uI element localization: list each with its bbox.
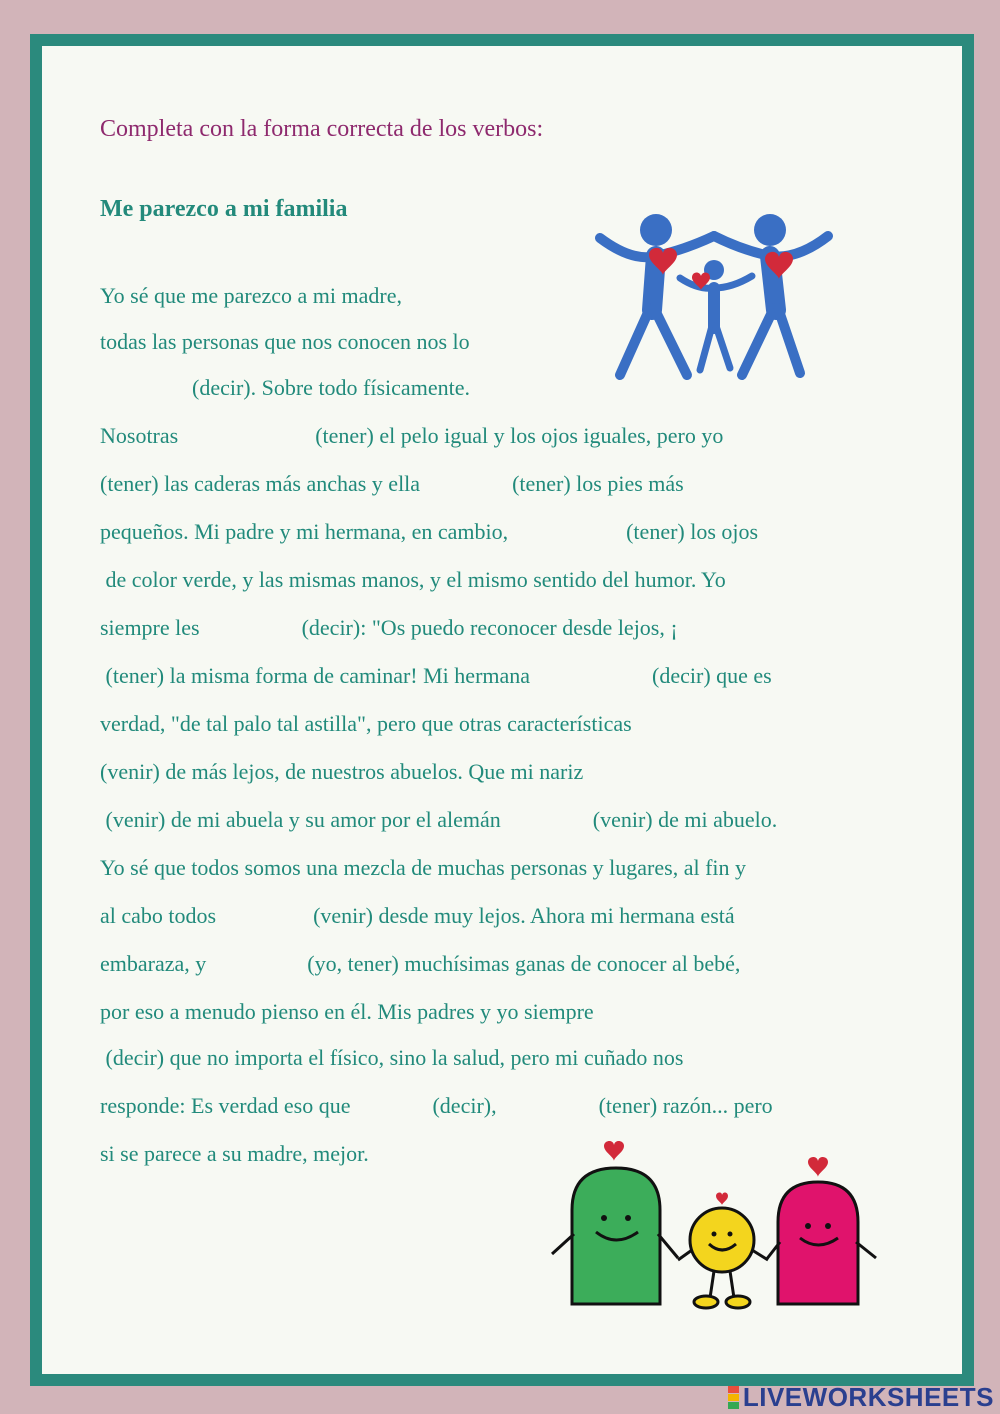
text-line: de color verde, y las mismas manos, y el mismo sentido del humor. Yo <box>100 567 726 592</box>
text-line: (venir) de más lejos, de nuestros abuelos. Que mi nariz <box>100 759 584 784</box>
text-line: si se parece a su madre, mejor. <box>100 1141 369 1166</box>
instruction: Completa con la forma correcta de los verbos: <box>100 116 544 142</box>
liveworksheets-watermark[interactable] <box>728 1382 994 1412</box>
text-line: embaraza, y (yo, tener) muchísimas ganas de conocer al bebé, <box>100 951 741 976</box>
text-line: Yo sé que me parezco a mi madre, <box>100 283 402 308</box>
text-line: todas las personas que nos conocen nos lo <box>100 329 470 354</box>
text-line: pequeños. Mi padre y mi hermana, en cambio, (tener) los ojos <box>100 519 759 544</box>
family-hearts-icon <box>592 210 837 385</box>
heart-icon <box>716 1192 728 1205</box>
monster-family-icon <box>546 1138 881 1318</box>
text-line: (tener) las caderas más anchas y ella (tener) los pies más <box>100 471 684 496</box>
worksheet-title: Me parezco a mi familia <box>100 196 348 222</box>
text-line: responde: Es verdad eso que (decir), (tener) razón... pero <box>100 1093 773 1118</box>
text-line: (venir) de mi abuela y su amor por el alemán (venir) de mi abuelo. <box>100 807 778 832</box>
liveworksheets-logo-icon <box>728 1386 739 1409</box>
text-line: (decir) que no importa el físico, sino la salud, pero mi cuñado nos <box>100 1045 684 1070</box>
text-line: al cabo todos (venir) desde muy lejos. Ahora mi hermana está <box>100 903 735 928</box>
text-line: Yo sé que todos somos una mezcla de muchas personas y lugares, al fin y <box>100 855 747 880</box>
text-line: siempre les (decir): "Os puedo reconocer desde lejos, ¡ <box>100 615 678 640</box>
text-line: por eso a menudo pienso en él. Mis padres y yo siempre <box>100 999 594 1024</box>
watermark-text: LIVEWORKSHEETS <box>742 1381 994 1412</box>
text-line: (decir). Sobre todo físicamente. <box>192 375 470 400</box>
text-line: verdad, "de tal palo tal astilla", pero que otras características <box>100 711 632 736</box>
text-line: (tener) la misma forma de caminar! Mi hermana (decir) que es <box>100 663 772 688</box>
heart-icon <box>808 1157 828 1177</box>
text-line: Nosotras (tener) el pelo igual y los ojos iguales, pero yo <box>100 423 724 448</box>
heart-icon <box>604 1141 624 1161</box>
